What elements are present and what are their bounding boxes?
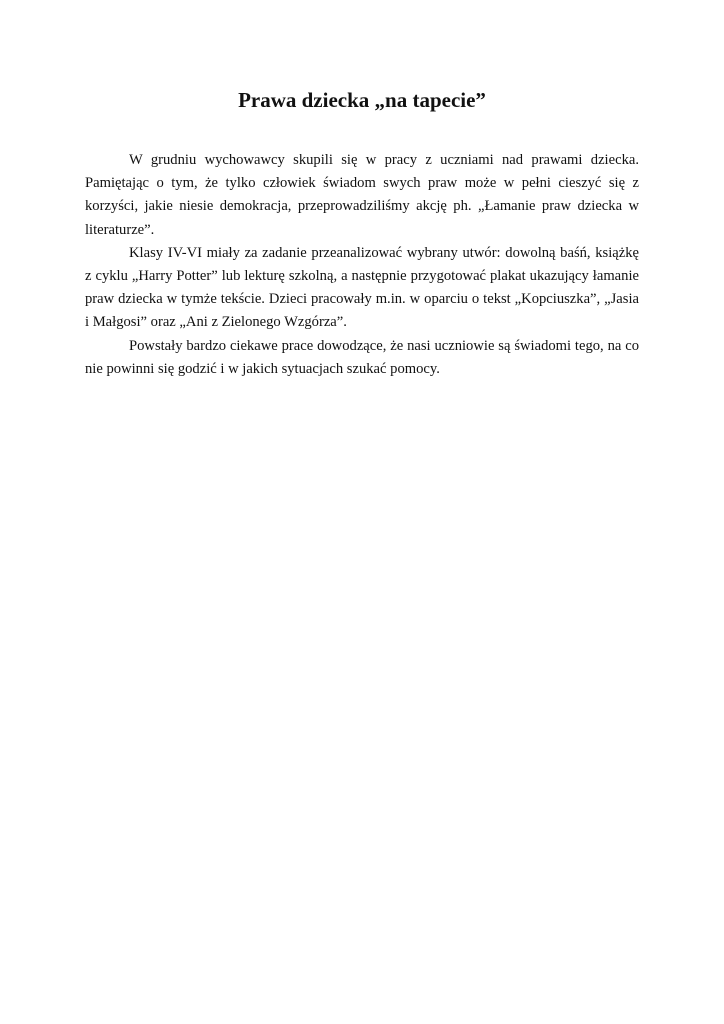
paragraph-2: Klasy IV-VI miały za zadanie przeanalizować wybrany utwór: dowolną baśń, książkę z cyklu „Harry Potter” lub lekturę szkolną, a następnie przygotować plakat ukazujący łamanie praw dziecka w tymże tekście. Dzieci pracowały m.in. w oparciu o tekst „Kopciuszka”, „Jasia i Małgosi” oraz „Ani z Zielonego Wzgórza”. [85,244,639,331]
paragraph-1: W grudniu wychowawcy skupili się w pracy z uczniami nad prawami dziecka. Pamiętając o tym, że tylko człowiek świadom swych praw może w pełni cieszyć się z korzyści, jakie niesie demokracja, przeprowadziliśmy akcję ph. „Łamanie praw dziecka w literaturze”. [85,152,639,238]
document-title: Prawa dziecka „na tapecie” [238,88,486,112]
paragraph-3: Powstały bardzo ciekawe prace dowodzące, że nasi uczniowie są świadomi tego, na co nie powinni się godzić i w jakich sytuacjach szukać pomocy. [85,337,639,377]
document-body [85,149,639,381]
